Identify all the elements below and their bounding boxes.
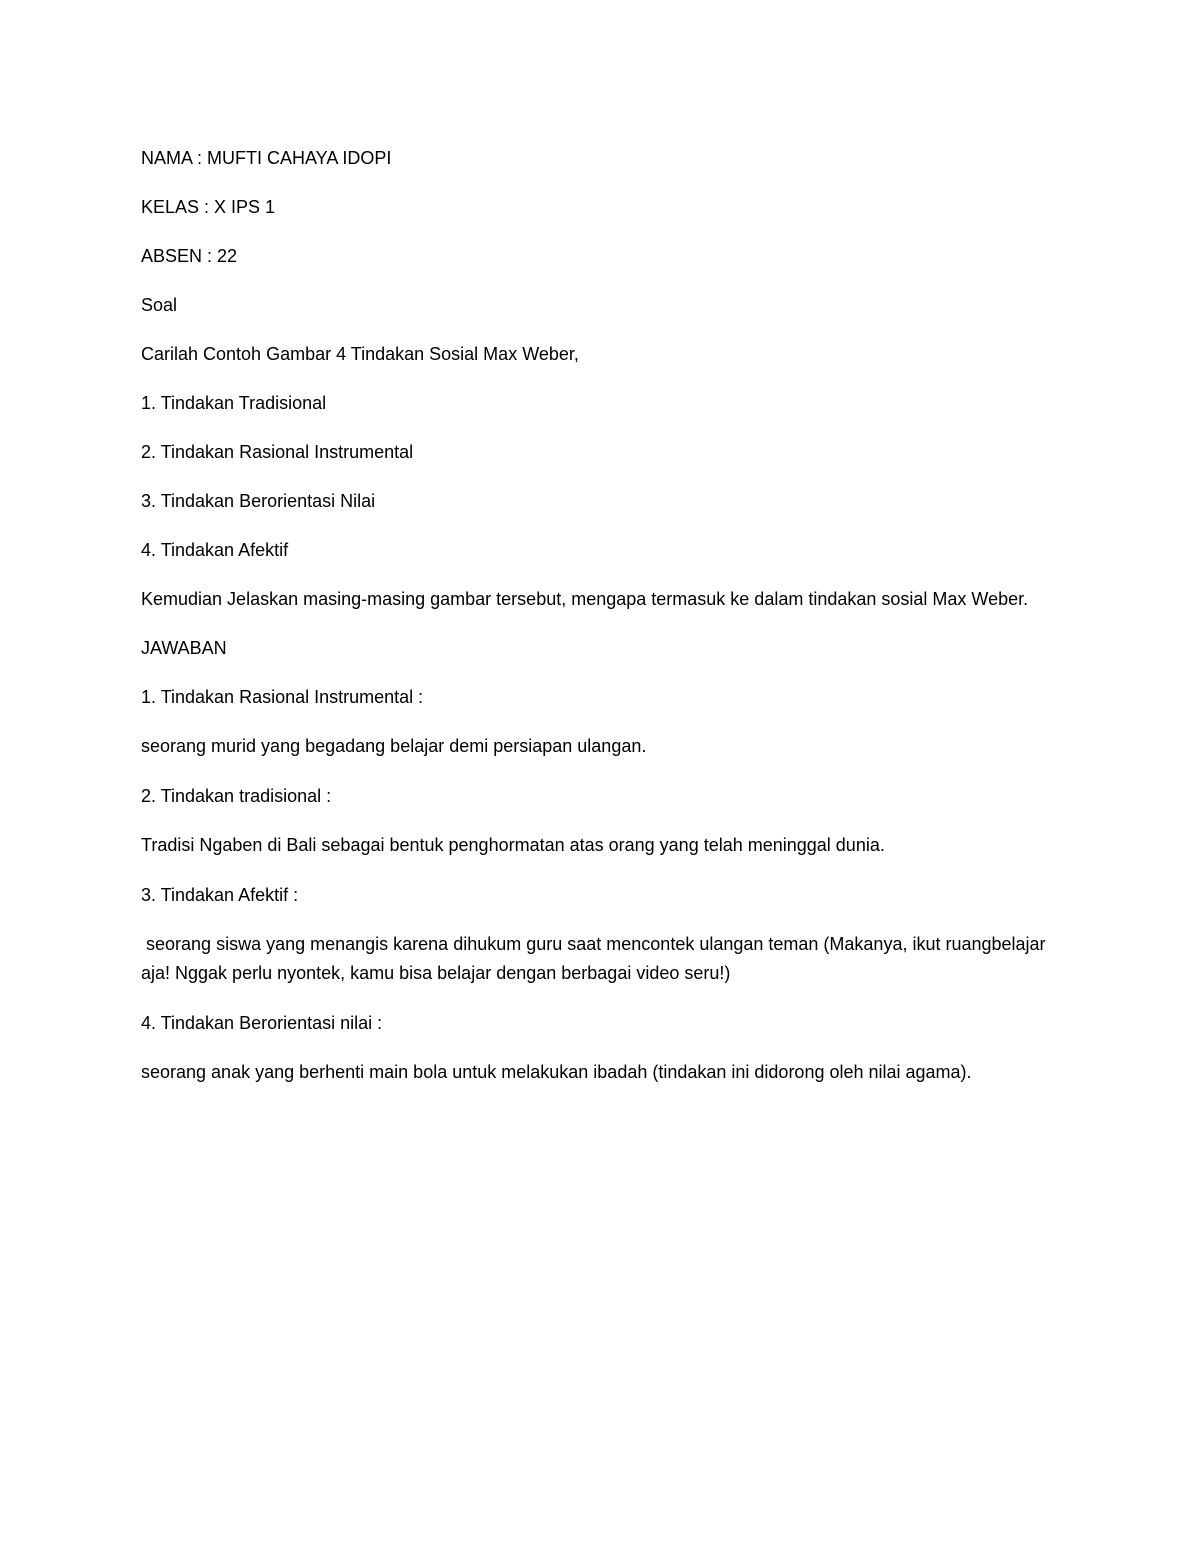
student-absen: ABSEN : 22 xyxy=(141,246,238,266)
jawaban-heading: JAWABAN xyxy=(141,638,227,658)
soal-instruction: Kemudian Jelaskan masing-masing gambar tersebut, mengapa termasuk ke dalam tindakan sosial Max Weber. xyxy=(141,589,1029,609)
answer-title: 1. Tindakan Rasional Instrumental : xyxy=(141,687,424,707)
soal-heading: Soal xyxy=(141,295,178,315)
document-body xyxy=(141,144,1061,1108)
soal-item: 2. Tindakan Rasional Instrumental xyxy=(141,442,414,462)
answer-text: Tradisi Ngaben di Bali sebagai bentuk penghormatan atas orang yang telah meninggal dunia. xyxy=(141,835,885,855)
answer-text: seorang siswa yang menangis karena dihukum guru saat mencontek ulangan teman (Makanya, ikut ruangbelajar aja! Nggak perlu nyontek, kamu bisa belajar dengan berbagai video seru!) xyxy=(141,934,1051,983)
student-name: NAMA : MUFTI CAHAYA IDOPI xyxy=(141,148,392,168)
soal-item: 1. Tindakan Tradisional xyxy=(141,393,327,413)
answer-title: 2. Tindakan tradisional : xyxy=(141,786,332,806)
answer-title: 3. Tindakan Afektif : xyxy=(141,885,299,905)
soal-item: 3. Tindakan Berorientasi Nilai xyxy=(141,491,376,511)
soal-prompt: Carilah Contoh Gambar 4 Tindakan Sosial Max Weber, xyxy=(141,344,579,364)
soal-item: 4. Tindakan Afektif xyxy=(141,540,289,560)
student-class: KELAS : X IPS 1 xyxy=(141,197,276,217)
answer-text: seorang murid yang begadang belajar demi persiapan ulangan. xyxy=(141,736,647,756)
answer-text: seorang anak yang berhenti main bola untuk melakukan ibadah (tindakan ini didorong oleh nilai agama). xyxy=(141,1062,972,1082)
answer-title: 4. Tindakan Berorientasi nilai : xyxy=(141,1013,383,1033)
